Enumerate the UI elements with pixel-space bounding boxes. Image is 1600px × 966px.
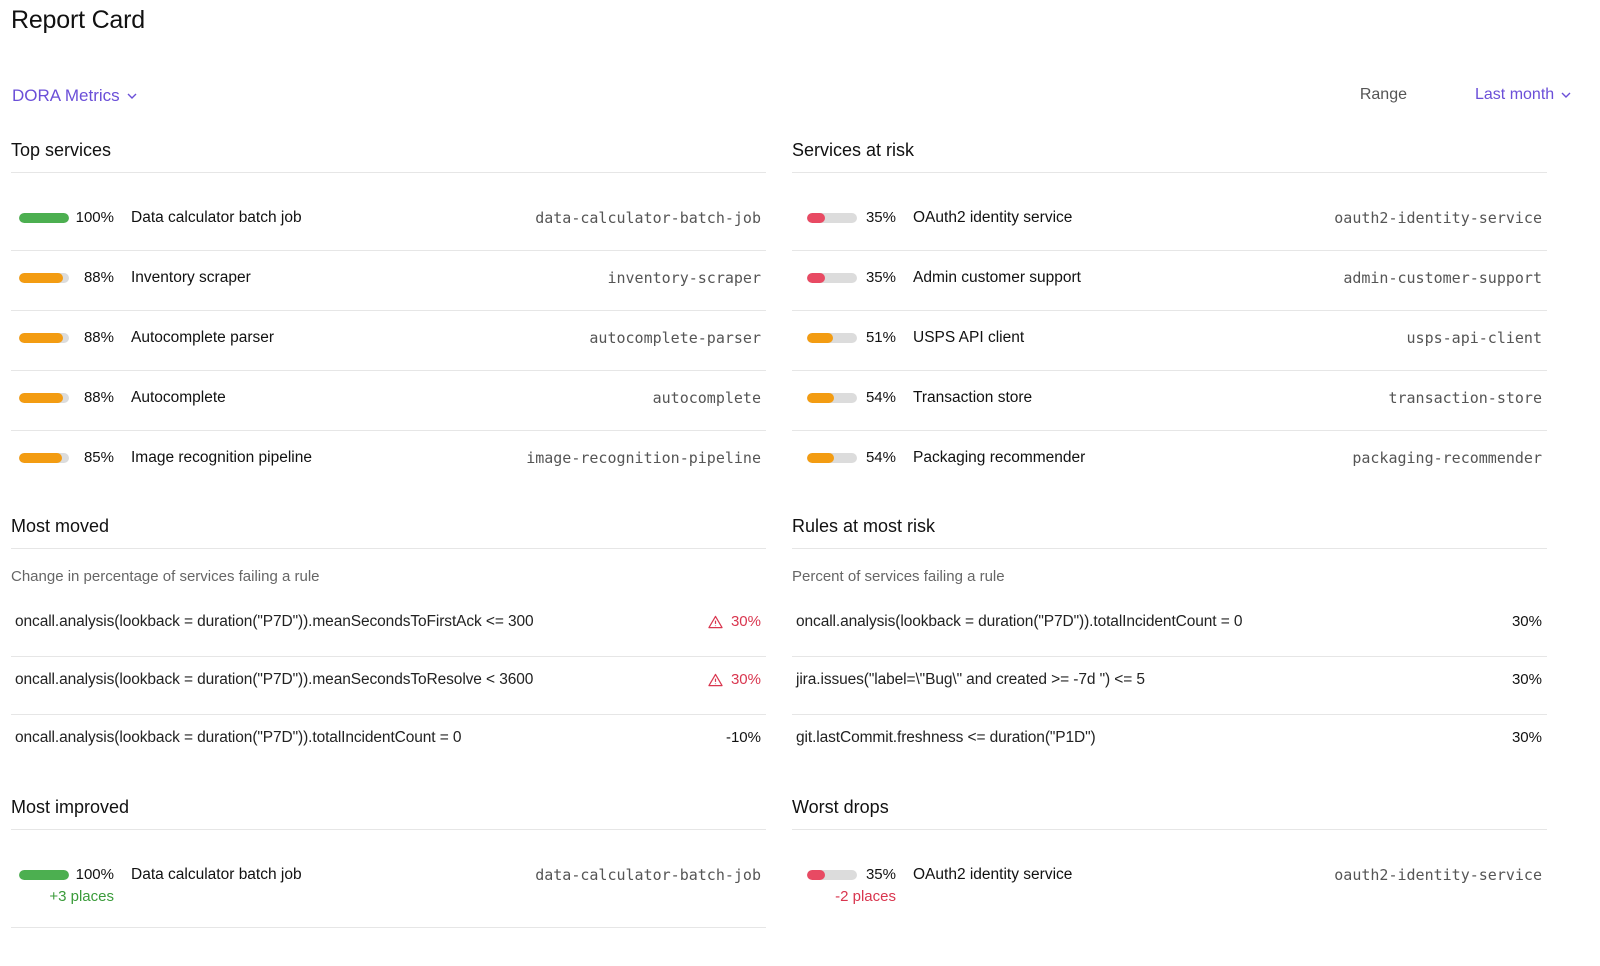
service-name[interactable]: USPS API client xyxy=(913,329,1025,346)
divider xyxy=(11,927,766,928)
score-bar xyxy=(19,393,69,403)
rule-value xyxy=(726,729,761,746)
score-bar xyxy=(807,333,857,343)
score-bar-fill xyxy=(807,213,825,223)
rule-expression: git.lastCommit.freshness <= duration("P1D") xyxy=(796,729,1096,746)
score-bar-fill xyxy=(19,273,63,283)
score-percent: 51% xyxy=(865,329,896,346)
rule-value-text: 30% xyxy=(730,613,761,630)
panel-title: Services at risk xyxy=(792,140,915,160)
chevron-down-icon xyxy=(126,90,138,102)
rule-row[interactable] xyxy=(792,598,1547,656)
rule-value xyxy=(1512,671,1542,688)
service-row[interactable] xyxy=(11,370,766,430)
score-percent: 54% xyxy=(865,449,896,466)
score-bar-fill xyxy=(807,453,834,463)
rule-expression: oncall.analysis(lookback = duration("P7D")).meanSecondsToFirstAck <= 300 xyxy=(15,613,534,630)
service-name[interactable]: Data calculator batch job xyxy=(131,866,302,883)
score-percent: 100% xyxy=(75,866,114,883)
worst-drops-panel xyxy=(792,797,1547,937)
rule-expression: oncall.analysis(lookback = duration("P7D")).totalIncidentCount = 0 xyxy=(796,613,1243,630)
service-name[interactable]: Autocomplete parser xyxy=(131,329,275,346)
rank-change: +3 places xyxy=(49,888,114,905)
rule-value xyxy=(1512,729,1542,746)
score-bar xyxy=(19,870,69,880)
rule-row[interactable] xyxy=(11,598,766,656)
scorecard-selector-label: DORA Metrics xyxy=(12,86,120,105)
rule-row[interactable] xyxy=(11,656,766,714)
rule-row[interactable] xyxy=(792,714,1547,772)
range-selector-value: Last month xyxy=(1475,86,1555,103)
service-name[interactable]: Autocomplete xyxy=(131,389,226,406)
score-bar xyxy=(19,453,69,463)
service-tag: oauth2-identity-service xyxy=(1334,866,1542,884)
score-percent: 85% xyxy=(83,449,114,466)
rule-value-text: 30% xyxy=(730,671,761,688)
most-improved-panel xyxy=(11,797,766,937)
service-tag: oauth2-identity-service xyxy=(1334,209,1542,227)
service-row[interactable] xyxy=(11,430,766,490)
score-bar xyxy=(807,453,857,463)
score-bar xyxy=(807,393,857,403)
rule-value xyxy=(708,613,761,630)
service-name[interactable]: Admin customer support xyxy=(913,269,1081,286)
service-tag: data-calculator-batch-job xyxy=(535,209,761,227)
panel-title: Most moved xyxy=(11,516,110,536)
divider xyxy=(11,829,766,830)
score-percent: 54% xyxy=(865,389,896,406)
rule-value-text: 30% xyxy=(1511,671,1542,688)
score-bar xyxy=(19,213,69,223)
score-percent: 35% xyxy=(865,866,896,883)
score-bar-fill xyxy=(807,870,825,880)
divider xyxy=(11,172,766,173)
score-bar xyxy=(19,333,69,343)
panel-subtitle: Change in percentage of services failing a rule xyxy=(11,568,320,585)
most-moved-panel xyxy=(11,516,766,766)
score-bar xyxy=(19,273,69,283)
service-tag: packaging-recommender xyxy=(1352,449,1542,467)
rule-value-text: -10% xyxy=(725,729,761,746)
score-bar xyxy=(807,213,857,223)
service-row[interactable] xyxy=(11,310,766,370)
score-percent: 88% xyxy=(83,389,114,406)
service-tag: usps-api-client xyxy=(1406,329,1542,347)
services-at-risk-panel xyxy=(792,140,1547,480)
rule-row[interactable] xyxy=(792,656,1547,714)
top-services-panel xyxy=(11,140,766,480)
range-label: Range xyxy=(1359,86,1407,103)
score-bar-fill xyxy=(19,333,63,343)
service-row[interactable] xyxy=(11,190,766,250)
panel-title: Rules at most risk xyxy=(792,516,936,536)
score-percent: 88% xyxy=(83,329,114,346)
service-name[interactable]: Transaction store xyxy=(913,389,1033,406)
service-tag: admin-customer-support xyxy=(1343,269,1542,287)
service-row[interactable] xyxy=(11,250,766,310)
divider xyxy=(792,548,1547,549)
panel-subtitle: Percent of services failing a rule xyxy=(792,568,1005,585)
score-bar-fill xyxy=(19,453,62,463)
rules-at-most-risk-panel xyxy=(792,516,1547,766)
score-bar-fill xyxy=(19,393,63,403)
service-tag: inventory-scraper xyxy=(607,269,761,287)
service-name[interactable]: OAuth2 identity service xyxy=(913,866,1073,883)
service-row[interactable] xyxy=(792,190,1547,250)
panel-title: Worst drops xyxy=(792,797,889,817)
service-tag: transaction-store xyxy=(1388,389,1542,407)
chevron-down-icon xyxy=(1560,89,1572,101)
rule-value-text: 30% xyxy=(1511,613,1542,630)
scorecard-selector[interactable] xyxy=(12,86,138,106)
service-name[interactable]: OAuth2 identity service xyxy=(913,209,1073,226)
score-bar xyxy=(807,870,857,880)
warning-icon xyxy=(708,615,723,629)
score-bar-fill xyxy=(807,393,834,403)
range-selector[interactable] xyxy=(1475,86,1572,104)
rule-expression: oncall.analysis(lookback = duration("P7D")).totalIncidentCount = 0 xyxy=(15,729,462,746)
service-row[interactable] xyxy=(792,310,1547,370)
service-row[interactable] xyxy=(792,847,1547,907)
service-name[interactable]: Packaging recommender xyxy=(913,449,1086,466)
service-row[interactable] xyxy=(792,250,1547,310)
rule-expression: jira.issues("label=\"Bug\" and created >= -7d ") <= 5 xyxy=(796,671,1145,688)
score-bar-fill xyxy=(19,213,69,223)
service-name[interactable]: Inventory scraper xyxy=(131,269,251,286)
service-row[interactable] xyxy=(792,430,1547,490)
service-name[interactable]: Image recognition pipeline xyxy=(131,449,312,466)
rule-expression: oncall.analysis(lookback = duration("P7D")).meanSecondsToResolve < 3600 xyxy=(15,671,534,688)
score-percent: 100% xyxy=(75,209,114,226)
score-percent: 88% xyxy=(83,269,114,286)
score-bar xyxy=(807,273,857,283)
score-bar-fill xyxy=(19,870,69,880)
panel-title: Most improved xyxy=(11,797,130,817)
score-bar-fill xyxy=(807,273,825,283)
service-row[interactable] xyxy=(11,847,766,907)
panel-title: Top services xyxy=(11,140,112,160)
divider xyxy=(11,548,766,549)
score-percent: 35% xyxy=(865,209,896,226)
divider xyxy=(792,829,1547,830)
score-bar-fill xyxy=(807,333,833,343)
service-tag: data-calculator-batch-job xyxy=(535,866,761,884)
service-row[interactable] xyxy=(792,370,1547,430)
service-tag: autocomplete-parser xyxy=(589,329,761,347)
page-title: Report Card xyxy=(11,6,145,34)
rule-value-text: 30% xyxy=(1511,729,1542,746)
divider xyxy=(792,172,1547,173)
rule-value xyxy=(1512,613,1542,630)
rule-row[interactable] xyxy=(11,714,766,772)
rank-change: -2 places xyxy=(835,888,896,905)
service-tag: autocomplete xyxy=(652,389,761,407)
rule-value xyxy=(708,671,761,688)
score-percent: 35% xyxy=(865,269,896,286)
service-name[interactable]: Data calculator batch job xyxy=(131,209,302,226)
service-tag: image-recognition-pipeline xyxy=(526,449,761,467)
warning-icon xyxy=(708,673,723,687)
